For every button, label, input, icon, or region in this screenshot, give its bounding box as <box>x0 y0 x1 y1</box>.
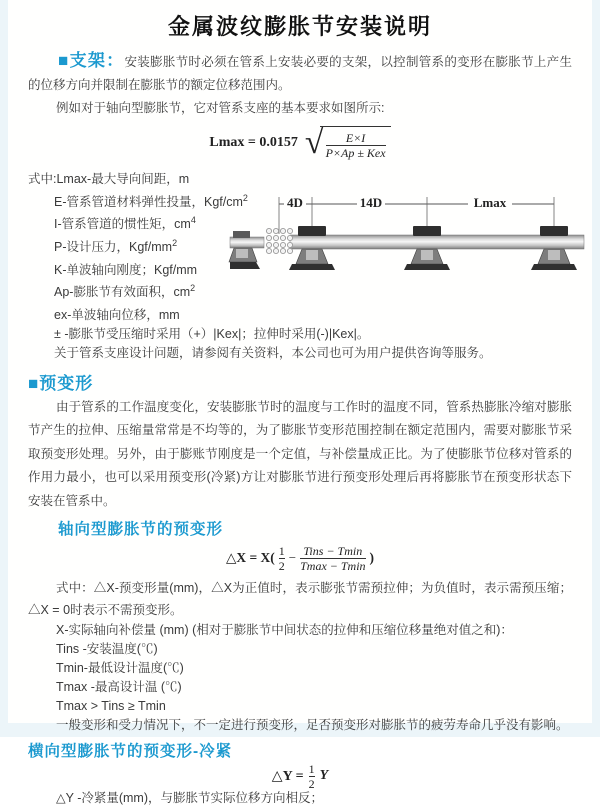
axial-formula-lhs: △X = X( <box>225 550 275 566</box>
dim-label-4d: 4D <box>287 195 303 210</box>
support-section-label: ■支架： <box>58 51 125 70</box>
minus-sign: − <box>288 550 297 566</box>
var-sup: 2 <box>190 283 196 294</box>
formula-lhs: Lmax = 0.0157 <box>209 135 298 150</box>
radicand <box>320 126 391 160</box>
var-text: 式中:Lmax-最大导向间距，m <box>28 172 190 187</box>
fraction-denominator: P×Ap ± Kex <box>325 146 386 160</box>
radical-sign: √ <box>304 124 324 161</box>
var-text: ex-单波轴向位移，mm <box>54 308 180 323</box>
axial-line: Tmax > Tins ≥ Tmin <box>56 699 166 714</box>
fraction-numerator: E×I <box>345 131 366 145</box>
var-line <box>54 302 572 325</box>
var-text: E-管系管道材料弹性投量，Kgf/cm <box>54 194 243 209</box>
axial-line: Tmax -最高设计温 (℃) <box>56 680 182 695</box>
variables-and-diagram <box>28 166 572 325</box>
lateral-formula-lhs: △Y = <box>271 768 304 784</box>
var-sup: 2 <box>242 192 248 203</box>
var-text: P-设计压力，Kgf/mm <box>54 240 173 255</box>
bellows-section <box>266 228 292 253</box>
half-numerator: 1 <box>308 761 315 776</box>
half-denominator: 2 <box>278 558 285 573</box>
half-fraction <box>279 544 285 573</box>
var-line <box>28 166 572 189</box>
dim-label-14d: 14D <box>359 195 383 210</box>
sqrt-expression <box>305 126 391 160</box>
var-sup: 2 <box>172 237 178 248</box>
lateral-explain-line: △Y -冷紧量(mm)，与膨胀节实际位移方向相反； <box>56 791 324 806</box>
dim-label-lmax: Lmax <box>473 195 507 210</box>
axial-line: Tmin-最低设计温度(℃) <box>56 661 184 676</box>
var-text: Ap-膨胀节有效面积，cm <box>54 285 191 300</box>
support-intro-paragraph <box>28 49 572 97</box>
plus-minus-note: ± -膨胀节受压缩时采用（+）|Kex|；拉伸时采用(-)|Kex|。 <box>54 326 370 341</box>
half-numerator: 1 <box>278 543 285 558</box>
temp-numerator: Tins − Tmin <box>303 543 363 558</box>
axial-line: Tins -安装温度(℃) <box>56 642 158 657</box>
var-sup: 4 <box>190 215 196 226</box>
anchor-support <box>229 231 260 269</box>
var-text: K-单波轴向刚度；Kgf/mm <box>54 262 198 277</box>
support-intro-text: 安装膨胀节时必须在管系上安装必要的支架，以控制管系的变形在膨胀节上产生的位移方向并限制在膨胀节的额定位移范围内。 <box>28 55 572 92</box>
lateral-subheading: 横向型膨胀节的预变形-冷紧 <box>28 743 233 761</box>
axial-line: 一般变形和受力情况下，不一定进行预变形，足否预变形对膨胀节的疲劳寿命几乎没有影响。 <box>56 718 569 733</box>
axial-subheading: 轴向型膨胀节的预变形 <box>58 521 224 539</box>
fraction <box>326 131 386 160</box>
axial-line: X-实际轴向补偿量 (mm) (相对于膨胀节中间状态的拉伸和压缩位移量绝对值之和)： <box>56 623 513 638</box>
page-title: 金属波纹膨胀节安装说明 <box>167 14 432 39</box>
lateral-formula <box>28 763 572 789</box>
predeform-section-heading: ■预变形 <box>28 373 94 393</box>
var-text: I-管系管道的惯性矩，cm <box>54 217 191 232</box>
pipe <box>290 235 584 249</box>
support-closing-note: 关于管系支座设计问题，请参阅有关资料，本公司也可为用户提供咨询等服务。 <box>54 345 492 360</box>
temperature-fraction <box>300 544 365 573</box>
half-denominator: 2 <box>308 776 315 791</box>
half-fraction <box>309 762 315 791</box>
pipe-support-diagram <box>230 190 586 294</box>
axial-explain-paragraph: 式中：△X-预变形量(mm)，△X为正值时，表示膨张节需预拉伸；为负值时，表示需预压缩；△X = 0时表示不需预变形。 <box>28 581 572 618</box>
axial-formula <box>28 541 572 575</box>
pipe-stub <box>230 237 264 248</box>
support-example-line: 例如对于轴向型膨胀节，它对管系支座的基本要求如图所示: <box>56 101 385 115</box>
lmax-formula <box>28 122 572 164</box>
temp-denominator: Tmax − Tmin <box>300 558 366 573</box>
close-paren: ) <box>369 550 375 566</box>
y-variable: Y <box>319 768 329 784</box>
predeform-body-paragraph: 由于管系的工作温度变化，安装膨胀节时的温度与工作时的温度不同，管系热膨胀冷缩对膨胀节产生的拉伸、压缩量常常是不均等的，为了膨胀节变形范围控制在额定范围内，需要对膨胀节采取预变形处理。另外，由于膨账节刚度是一个定值，与补偿量成正比。为了使膨胀节位移对管系的作用力最小，也可以采用预变形(冷紧)方让对膨胀节进行预变形处理后再将膨胀节在预变形状态下安装在管系中。 <box>28 399 572 508</box>
